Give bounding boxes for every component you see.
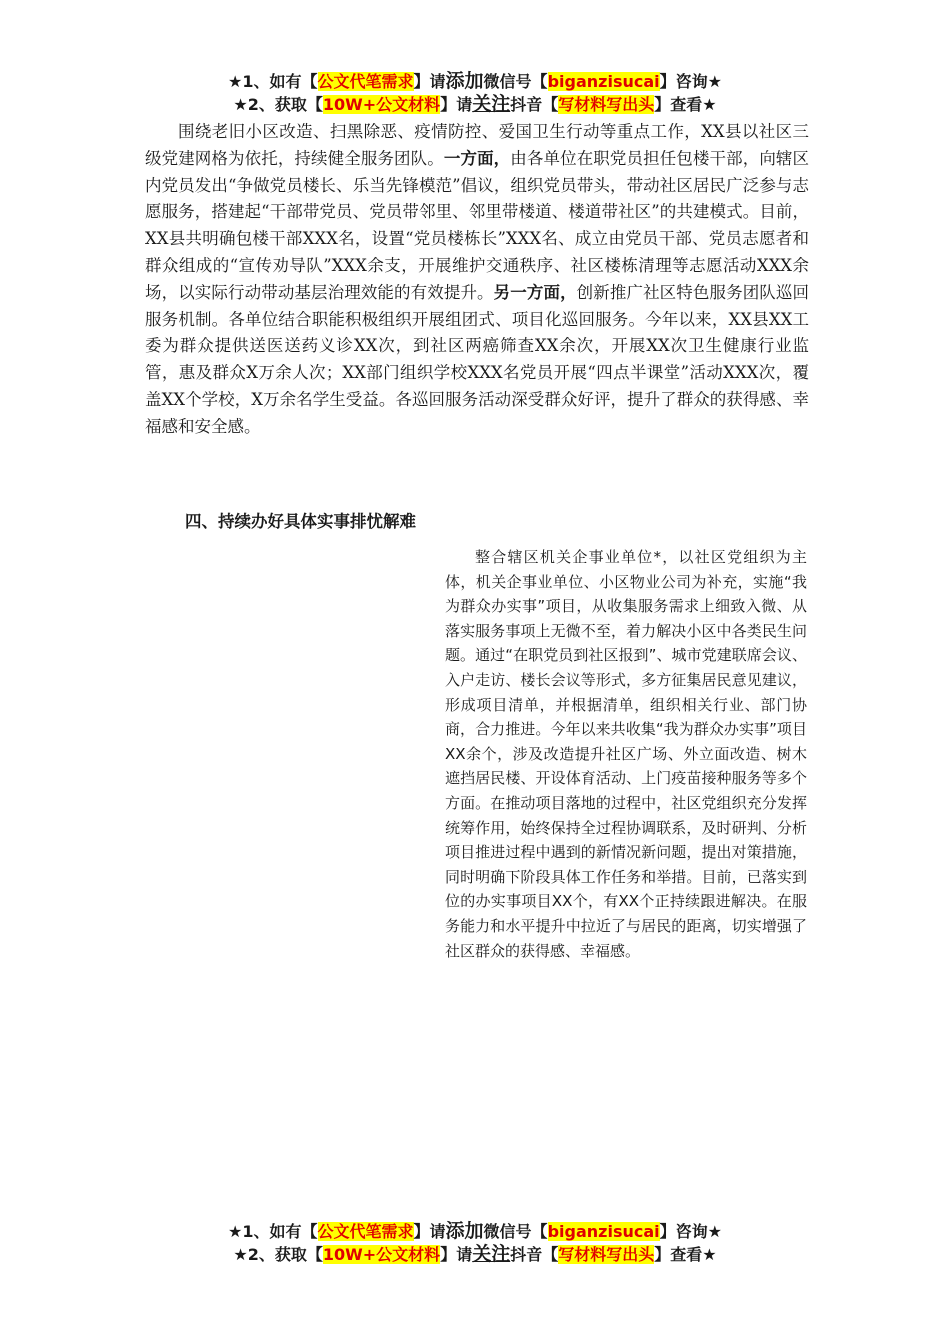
promo-line-1: ★1、如有【公文代笔需求】请添加微信号【biganzisucai】咨询★ bbox=[228, 70, 722, 92]
promo-line-2: ★2、获取【10W+公文材料】请关注抖音【写材料写出头】查看★ bbox=[233, 1243, 717, 1265]
wechat-id: biganzisucai bbox=[547, 72, 660, 91]
emphasis-second-aspect: 另一方面， bbox=[493, 282, 577, 302]
promo-highlight: 公文代笔需求 bbox=[317, 72, 414, 91]
body-paragraph-2: 整合辖区机关企事业单位*，以社区党组织为主体，机关企事业单位、小区物业公司为补充，实施“我为群众办实事”项目，从收集服务需求上细致入微、从落实服务事项上无微不至，着力解决小区中各类民生问题。通过“在职党员到社区报到”、城市党建联席会议、入户走访、楼长会议等形式，多方征集居民意见建议，形成项目清单，并根据清单，组织相关行业、部门协商，合力推进。今年以来共收集“我为群众办实事”项目XX余个，涉及改造提升社区广场、外立面改造、树木遮挡居民楼、开设体育活动、上门疫苗接种服务等多个方面。在推动项目落地的过程中，社区党组织充分发挥统筹作用，始终保持全过程协调联系，及时研判、分析项目推进过程中遇到的新情况新问题，提出对策措施，同时明确下阶段具体工作任务和举措。目前，已落实到位的办实事项目XX个，有XX个正持续跟进解决。在服务能力和水平提升中拉近了与居民的距离，切实增强了社区群众的获得感、幸福感。 bbox=[445, 548, 807, 960]
douyin-id: 写材料写出头 bbox=[558, 1245, 655, 1264]
emphasis-first-aspect: 一方面， bbox=[443, 148, 511, 168]
promo-line-2: ★2、获取【10W+公文材料】请关注抖音【写材料写出头】查看★ bbox=[233, 93, 717, 115]
body-paragraph-1: 围绕老旧小区改造、扫黑除恶、疫情防控、爱国卫生行动等重点工作，XX县以社区三级党建网格为依托，持续健全服务团队。一方面，由各单位在职党员担任包楼干部，向辖区内党员发出“争做党员楼长、乐当先锋模范”倡议，组织党员带头，带动社区居民广泛参与志愿服务，搭建起“干部带党员、党员带邻里、邻里带楼道、楼道带社区”的共建模式。目前，XX县共明确包楼干部XXX名，设置“党员楼栋长”XXX名、成立由党员干部、党员志愿者和群众组成的“宣传劝导队”XXX余支，开展维护交通秩序、社区楼栋清理等志愿活动XXX余场，以实际行动带动基层治理效能的有效提升。另一方面，创新推广社区特色服务团队巡回服务机制。各单位结合职能积极组织开展组团式、项目化巡回服务。今年以来，XX县XX工委为群众提供送医送药义诊XX次，到社区两癌筛查XX余次，开展XX次卫生健康行业监管，惠及群众X万余人次；XX部门组织学校XXX名党员开展“四点半课堂”活动XXX次，覆盖XX个学校，X万余名学生受益。各巡回服务活动深受群众好评，提升了群众的获得感、幸福感和安全感。 bbox=[145, 122, 810, 436]
promo-footer bbox=[0, 1220, 950, 1266]
promo-header bbox=[0, 70, 950, 116]
promo-highlight: 10W+公文材料 bbox=[322, 95, 441, 114]
promo-line-1: ★1、如有【公文代笔需求】请添加微信号【biganzisucai】咨询★ bbox=[228, 1220, 722, 1242]
wechat-id: biganzisucai bbox=[547, 1222, 660, 1241]
section-heading: 四、持续办好具体实事排忧解难 bbox=[185, 512, 416, 531]
promo-highlight: 公文代笔需求 bbox=[317, 1222, 414, 1241]
promo-highlight: 10W+公文材料 bbox=[322, 1245, 441, 1264]
douyin-id: 写材料写出头 bbox=[558, 95, 655, 114]
